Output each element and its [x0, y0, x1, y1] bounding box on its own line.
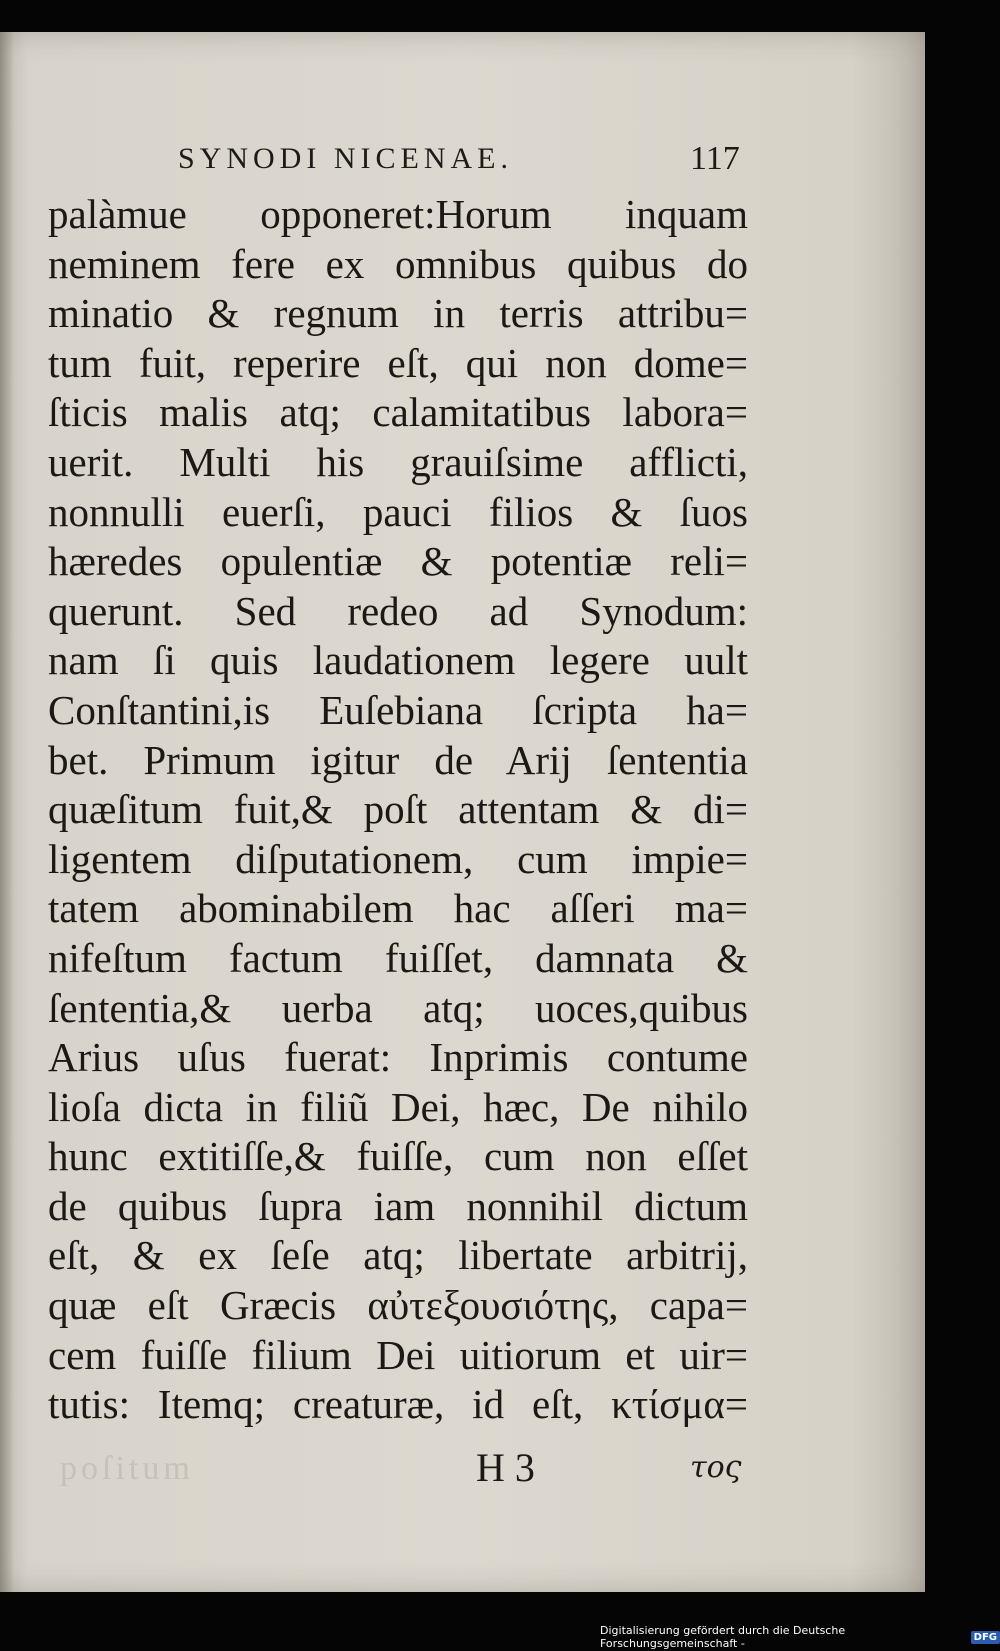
book-page [0, 32, 925, 1592]
text-line: nonnulli euerſi, pauci filios & ſuos [48, 488, 748, 535]
text-line: minatio & regnum in terris attribu= [48, 290, 748, 337]
text-line: nifeſtum factum fuiſſet, damnata & [48, 934, 748, 981]
text-line: lioſa dicta in filiũ Dei, hæc, De nihilo [48, 1083, 748, 1130]
signature-mark: H 3 [476, 1445, 535, 1490]
text-line: bet. Primum igitur de Arij ſententia [48, 736, 748, 783]
text-line: ſententia,& uerba atq; uoces,quibus [48, 984, 748, 1031]
text-line: tutis: Itemq; creaturæ, id eſt, κτίσμα= [48, 1381, 748, 1428]
digitization-credit [600, 1624, 1000, 1650]
text-line: Conſtantini,is Euſebiana ſcripta ha= [48, 686, 748, 733]
text-line: querunt. Sed redeo ad Synodum: [48, 587, 748, 634]
text-line: Arius uſus fuerat: Inprimis contume [48, 1034, 748, 1081]
text-line: ſticis malis atq; calamitatibus labora= [48, 389, 748, 436]
credit-text: Digitalisierung gefördert durch die Deutsche Forschungsgemeinschaft - [600, 1624, 846, 1650]
text-line: nam ſi quis laudationem legere uult [48, 637, 748, 684]
text-line: tum fuit, reperire eſt, qui non dome= [48, 339, 748, 386]
text-line: hæredes opulentiæ & potentiæ reli= [48, 538, 748, 585]
text-line: palàmue opponeret:Horum inquam [48, 191, 748, 237]
bleed-through-text: poſitum [60, 1450, 194, 1487]
text-line: tatem abominabilem hac aſſeri ma= [48, 885, 748, 932]
text-line: uerit. Multi his grauiſsime afflicti, [48, 438, 748, 485]
page-gutter-shadow [0, 32, 14, 1592]
dfg-logo: DFG [971, 1631, 1000, 1644]
text-line: ligentem diſputationem, cum impie= [48, 835, 748, 882]
text-line: cem fuiſſe filium Dei uitiorum et uir= [48, 1331, 748, 1378]
page-number: 117 [690, 140, 740, 177]
text-line: eſt, & ex ſeſe atq; libertate arbitrij, [48, 1232, 748, 1279]
text-line: neminem fere ex omnibus quibus do [48, 240, 748, 287]
text-line: hunc extitiſſe,& fuiſſe, cum non eſſet [48, 1133, 748, 1180]
catchword: τος [690, 1450, 742, 1485]
body-text [48, 190, 748, 1430]
running-head: SYNODI NICENAE. [178, 142, 513, 175]
text-line: quæ eſt Græcis αὐτεξουσιότης, capa= [48, 1282, 748, 1329]
text-line: de quibus ſupra iam nonnihil dictum [48, 1182, 748, 1229]
text-line: quæſitum fuit,& poſt attentam & di= [48, 786, 748, 833]
